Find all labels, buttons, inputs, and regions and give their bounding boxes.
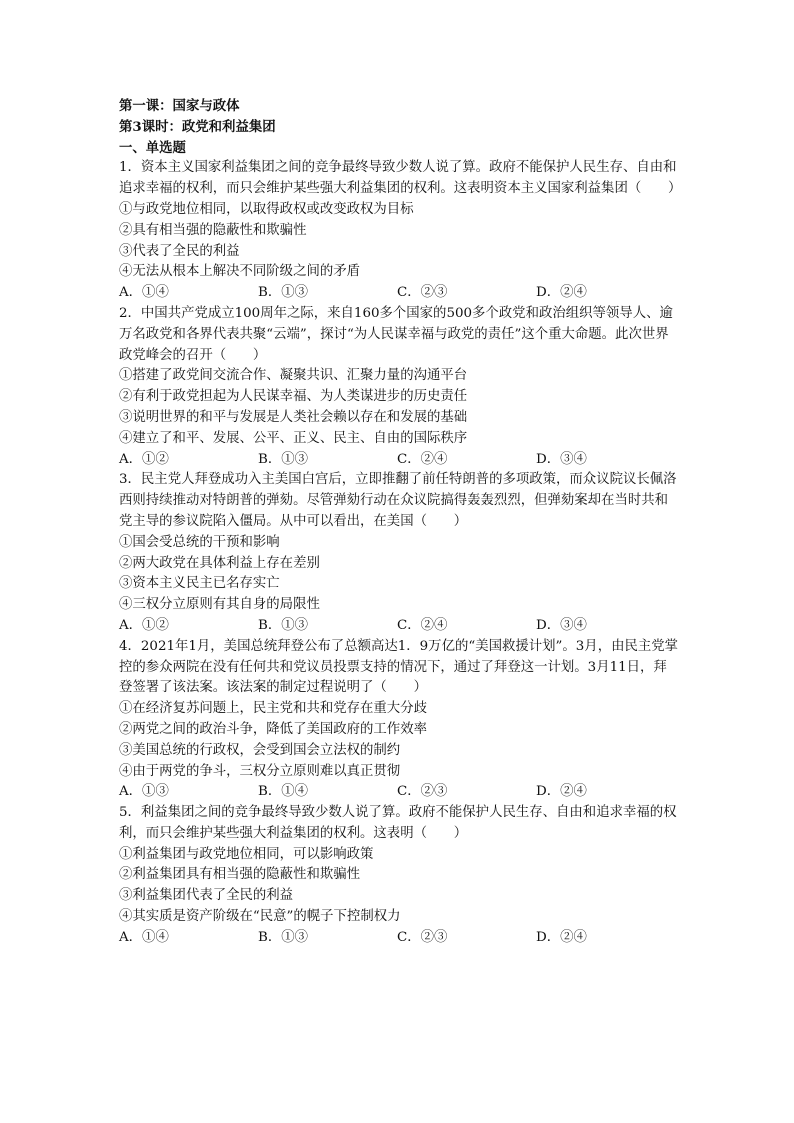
option-item: ④由于两党的争斗，三权分立原则难以真正贯彻 [119, 763, 401, 779]
choice-a: A．①② [119, 451, 169, 467]
choice-d: D．③④ [536, 451, 587, 467]
answer-choices [119, 928, 679, 949]
choice-d: D．③④ [536, 617, 587, 633]
answer-choices [119, 450, 679, 471]
option-item: ③说明世界的和平与发展是人类社会赖以存在和发展的基础 [119, 409, 468, 425]
lesson-title: 第一课：国家与政体 [119, 98, 240, 114]
option-item: ③美国总统的行政权，会受到国会立法权的制约 [119, 742, 401, 758]
option-item: ③资本主义民主已名存实亡 [119, 576, 280, 592]
choice-b: B．①③ [258, 617, 309, 633]
option-item: ①与政党地位相同，以取得政权或改变政权为目标 [119, 201, 414, 217]
option-item: ①搭建了政党间交流合作、凝聚共识、汇聚力量的沟通平台 [119, 368, 468, 384]
choice-c: C．②④ [397, 617, 448, 633]
option-item: ③利益集团代表了全民的利益 [119, 888, 294, 904]
option-item: ①国会受总统的干预和影响 [119, 534, 280, 550]
option-item: ②两大政党在具体利益上存在差别 [119, 555, 320, 571]
choice-c: C．②③ [397, 929, 448, 945]
choice-b: B．①③ [258, 285, 309, 301]
choice-c: C．②③ [397, 784, 448, 800]
option-item: ②具有相当强的隐蔽性和欺骗性 [119, 222, 307, 238]
question-stem: 3．民主党人拜登成功入主美国白宫后，立即推翻了前任特朗普的多项政策，而众议院议长佩洛西则持续推动对特朗普的弹劾。尽管弹劾行动在众议院搞得轰轰烈烈，但弹劾案却在当时共和党主导的参议院陷入僵局。从中可以看出，在美国（ ） [119, 472, 677, 529]
option-item: ②两党之间的政治斗争，降低了美国政府的工作效率 [119, 721, 427, 737]
document-page [119, 96, 682, 949]
question-stem: 5．利益集团之间的竞争最终导致少数人说了算。政府不能保护人民生存、自由和追求幸福的权利，而只会维护某些强大利益集团的权利。这表明（ ） [119, 805, 677, 841]
question-2 [119, 304, 679, 470]
question-5 [119, 803, 679, 949]
option-item: ③代表了全民的利益 [119, 243, 240, 259]
choice-b: B．①③ [258, 929, 309, 945]
option-item: ①在经济复苏问题上，民主党和共和党存在重大分歧 [119, 701, 427, 717]
option-item: ②有利于政党担起为人民谋幸福、为人类谋进步的历史责任 [119, 389, 468, 405]
choice-d: D．②④ [536, 285, 587, 301]
question-stem: 2．中国共产党成立100周年之际，来自160多个国家的500多个政党和政治组织等领导人、逾万名政党和各界代表共聚“云端”，探讨“为人民谋幸福与政党的责任”这个重大命题。此次世界政党峰会的召开（ ） [119, 305, 673, 363]
question-1 [119, 158, 682, 304]
choice-c: C．②④ [397, 451, 448, 467]
option-items [119, 533, 679, 616]
question-stem: 1．资本主义国家利益集团之间的竞争最终导致少数人说了算。政府不能保护人民生存、自由和追求幸福的权利，而只会维护某些强大利益集团的权利。这表明资本主义国家利益集团（ ） [119, 160, 682, 197]
choice-a: A．①③ [119, 784, 169, 800]
choice-b: B．①④ [258, 784, 309, 800]
option-item: ④建立了和平、发展、公平、正义、民主、自由的国际秩序 [119, 430, 468, 446]
choice-a: A．①④ [119, 285, 169, 301]
question-4 [119, 637, 679, 803]
answer-choices [119, 782, 679, 803]
choice-d: D．②④ [536, 784, 587, 800]
section-title: 第3课时：政党和利益集团 [119, 118, 276, 135]
option-item: ②利益集团具有相当强的隐蔽性和欺骗性 [119, 867, 361, 883]
option-item: ④其实质是资产阶级在“民意”的幌子下控制权力 [119, 909, 401, 925]
option-item: ④无法从根本上解决不同阶级之间的矛盾 [119, 264, 361, 280]
answer-choices [119, 616, 679, 637]
question-stem: 4．2021年1月，美国总统拜登公布了总额高达1．9万亿的“美国救援计划”。3月，由民主党掌控的参众两院在没有任何共和党议员投票支持的情况下，通过了拜登这一计划。3月11日，拜登签署了该法案。该法案的制定过程说明了（ ） [119, 638, 679, 696]
choice-a: A．①② [119, 617, 169, 633]
option-item: ①利益集团与政党地位相同，可以影响政策 [119, 846, 374, 862]
choice-c: C．②③ [397, 285, 448, 301]
choice-b: B．①③ [258, 451, 309, 467]
answer-choices [119, 283, 679, 304]
question-3 [119, 470, 679, 636]
part-title: 一、单选题 [119, 139, 186, 156]
option-item: ④三权分立原则有其自身的局限性 [119, 597, 320, 613]
choice-a: A．①④ [119, 929, 169, 945]
choice-d: D．②④ [536, 929, 587, 945]
